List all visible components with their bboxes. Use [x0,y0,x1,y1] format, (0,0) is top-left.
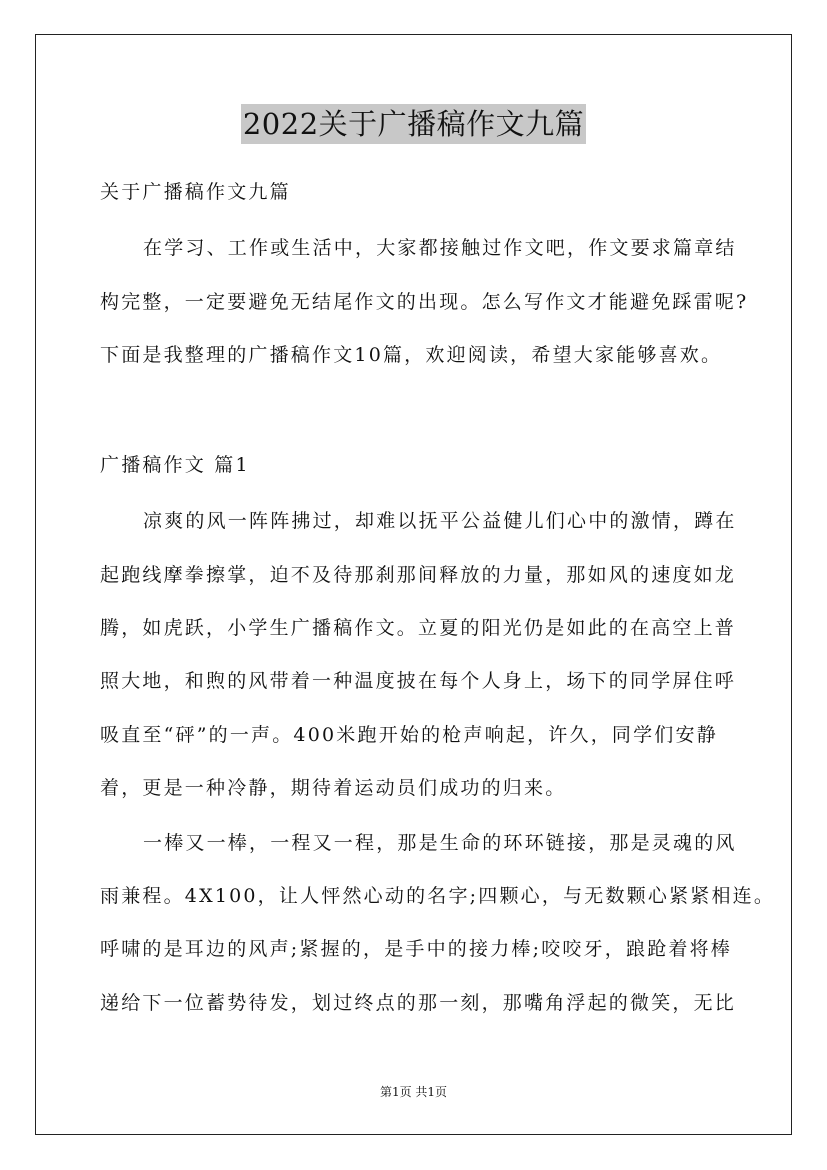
subtitle: 关于广播稿作文九篇 [100,181,291,203]
paragraph-line: 一棒又一棒，一程又一程，那是生命的环环链接，那是灵魂的风 [143,832,737,854]
title-container [0,104,827,144]
paragraph-line: 呼啸的是耳边的风声;紧握的，是手中的接力棒;咬咬牙，踉跄着将棒 [100,938,733,960]
paragraph-line: 雨兼程。4X100，让人怦然心动的名字;四颗心，与无数颗心紧紧相连。 [100,885,776,907]
paragraph-line: 着，更是一种冷静，期待着运动员们成功的归来。 [100,777,567,799]
page-footer: 第1页 共1页 [379,1085,448,1099]
intro-line: 下面是我整理的广播稿作文10篇，欢迎阅读，希望大家能够喜欢。 [100,344,723,366]
section-heading: 广播稿作文 篇1 [100,454,250,476]
intro-line: 在学习、工作或生活中，大家都接触过作文吧，作文要求篇章结 [143,237,737,259]
document-title: 2022关于广播稿作文九篇 [241,104,586,144]
paragraph-line: 吸直至“砰”的一声。400米跑开始的枪声响起，许久，同学们安静 [100,724,718,746]
paragraph-line: 递给下一位蓄势待发，划过终点的那一刻，那嘴角浮起的微笑，无比 [100,992,737,1014]
paragraph-line: 照大地，和煦的风带着一种温度披在每个人身上，场下的同学屏住呼 [100,670,737,692]
paragraph-line: 凉爽的风一阵阵拂过，却难以抚平公益健儿们心中的激情，蹲在 [143,510,737,532]
paragraph-line: 起跑线摩拳擦掌，迫不及待那刹那间释放的力量，那如风的速度如龙 [100,564,737,586]
paragraph-line: 腾，如虎跃，小学生广播稿作文。立夏的阳光仍是如此的在高空上普 [100,617,737,639]
intro-line: 构完整，一定要避免无结尾作文的出现。怎么写作文才能避免踩雷呢? [100,291,749,313]
